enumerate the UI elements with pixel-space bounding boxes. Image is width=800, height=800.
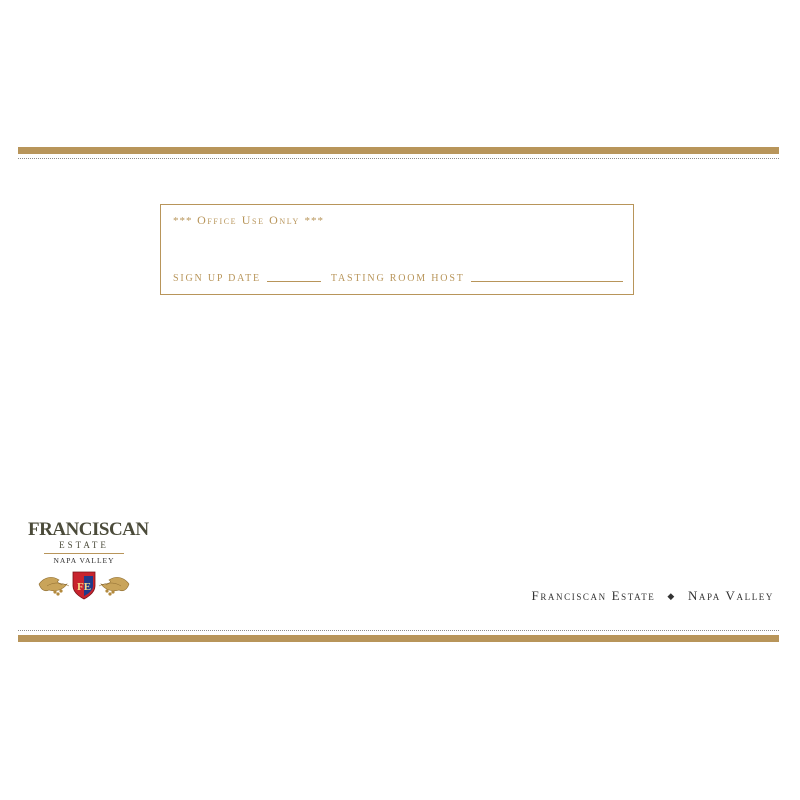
grape-crest-icon (35, 570, 133, 600)
bottom-gold-bar (18, 635, 779, 642)
logo-rule (44, 553, 124, 554)
top-dotted-rule (18, 158, 779, 159)
signup-date-label: SIGN UP DATE (173, 273, 261, 284)
signup-date-field[interactable] (267, 280, 321, 282)
top-gold-bar (18, 147, 779, 154)
office-use-title (173, 213, 324, 228)
bottom-dotted-rule (18, 630, 779, 631)
diamond-separator-icon: ◆ (667, 591, 676, 601)
footer-brand: Franciscan Estate (531, 588, 656, 603)
crest-letter: FE (76, 581, 92, 593)
franciscan-logo (28, 519, 149, 600)
office-stars-left: *** (173, 215, 193, 227)
office-title-text: Office Use Only (197, 213, 300, 227)
logo-estate: ESTATE (59, 540, 109, 550)
logo-region: NAPA VALLEY (53, 556, 115, 565)
tasting-host-field[interactable] (471, 280, 623, 282)
footer-brand-line (531, 588, 774, 604)
office-stars-right: *** (304, 215, 324, 227)
logo-wordmark: FRANCISCAN (28, 519, 149, 540)
tasting-host-label: TASTING ROOM HOST (330, 273, 465, 284)
office-fields-row (173, 273, 623, 284)
footer-region: Napa Valley (687, 588, 774, 603)
office-use-box (160, 204, 634, 295)
